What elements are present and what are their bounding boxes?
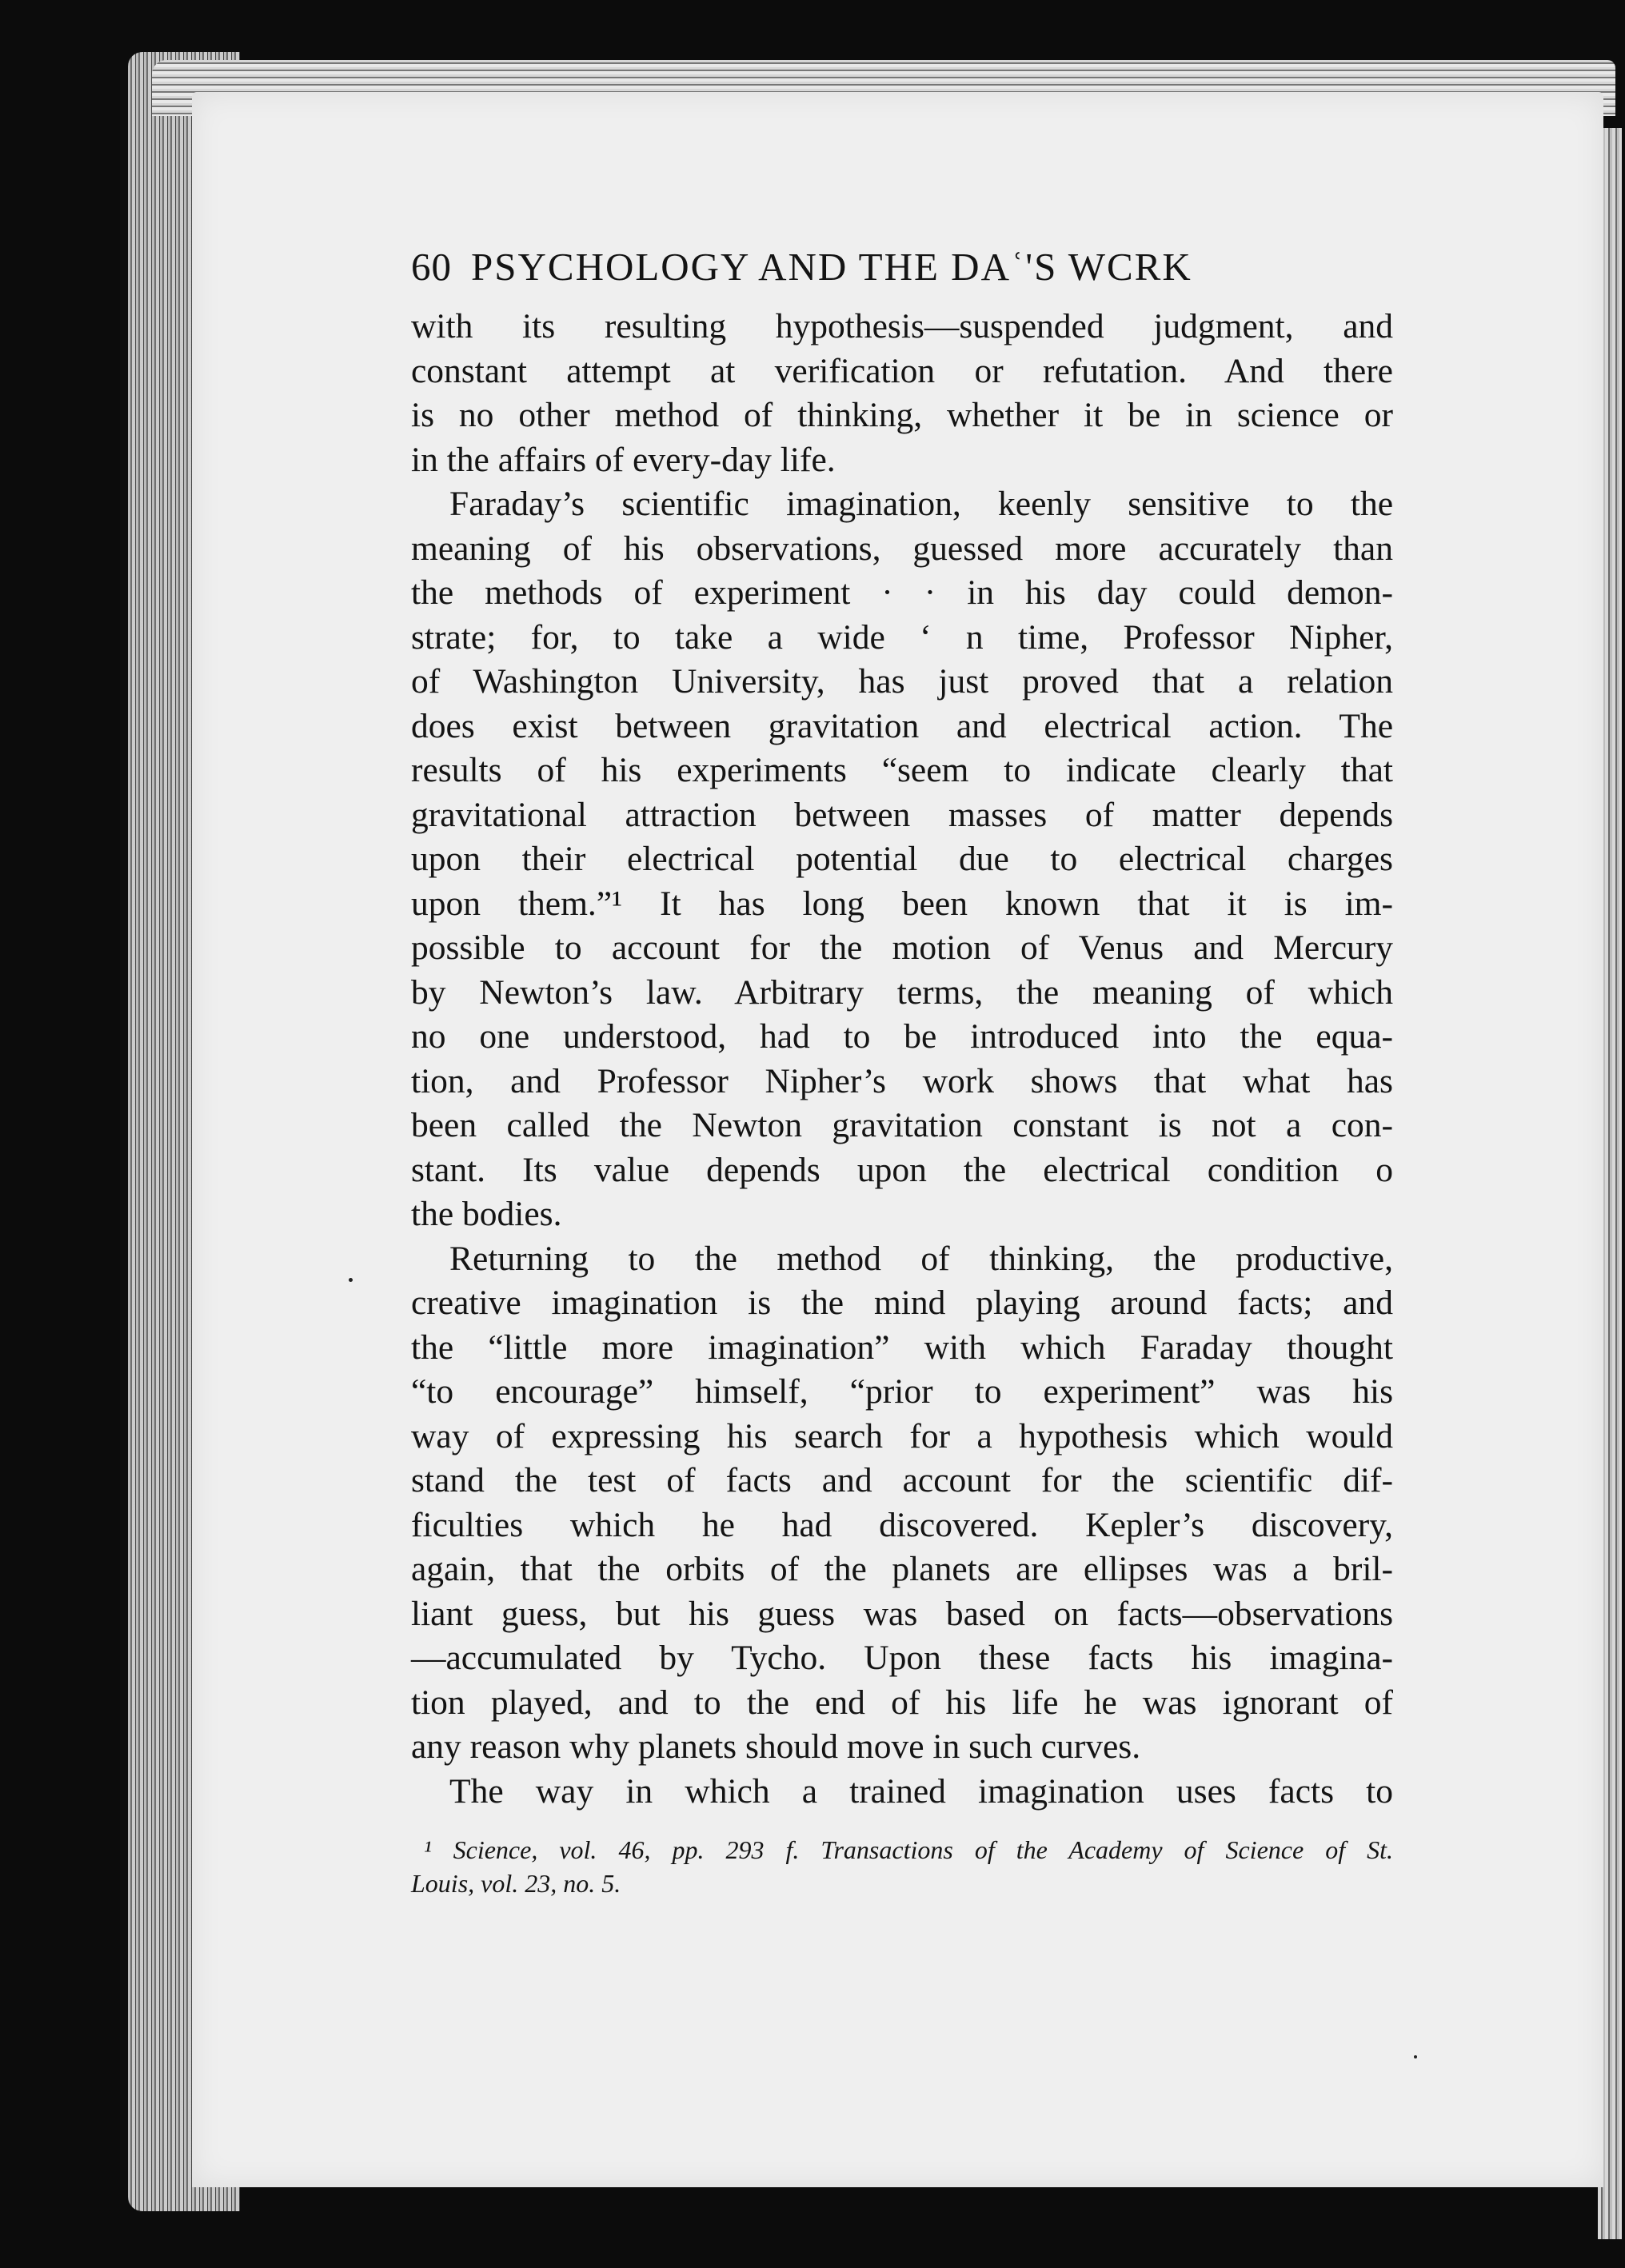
running-title: PSYCHOLOGY AND THE DAʿ'S WCRK [471,245,1192,289]
body-line: Faraday’s scientific imagination, keenly sensitive to the [449,485,1393,523]
body-line: been called the Newton gravitation constant is not a con- [411,1106,1393,1144]
body-line: upon them.”¹ It has long been known that it is im- [411,884,1393,923]
body-line: ficulties which he had discovered. Kepler’s discovery, [411,1505,1393,1544]
running-header [411,244,1393,300]
body-line: is no other method of thinking, whether it be in science or [411,396,1393,434]
body-line: no one understood, had to be introduced into the equa- [411,1017,1393,1056]
footnote-line: Louis, vol. 23, no. 5. [411,1869,621,1898]
body-line: with its resulting hypothesis—suspended judgment, and [411,307,1393,345]
footnote-line: ¹ Science, vol. 46, pp. 293 f. Transactions of the Academy of Science of St. [424,1835,1393,1864]
ink-speck [349,1278,353,1282]
body-line: results of his experiments “seem to indicate clearly that [411,751,1393,789]
body-line: any reason why planets should move in such curves. [411,1727,1141,1766]
body-line: the methods of experiment · · in his day could demon- [411,573,1393,612]
body-line: by Newton’s law. Arbitrary terms, the meaning of which [411,972,1393,1012]
body-line: stant. Its value depends upon the electrical condition o [411,1150,1393,1189]
body-line: tion played, and to the end of his life he was ignorant of [411,1683,1393,1722]
body-line: creative imagination is the mind playing around facts; and [411,1284,1393,1322]
body-line: way of expressing his search for a hypothesis which would [411,1416,1393,1455]
body-line: the bodies. [411,1195,562,1233]
body-line: Returning to the method of thinking, the productive, [449,1239,1393,1278]
body-line: upon their electrical potential due to electrical charges [411,840,1393,878]
body-text [411,305,1393,1814]
page-number: 60 [411,245,452,289]
body-line: constant attempt at verification or refutation. And there [411,351,1393,390]
body-line: gravitational attraction between masses of matter depends [411,795,1393,834]
body-line: does exist between gravitation and electrical action. The [411,706,1393,745]
ink-speck [1414,2055,1417,2058]
body-line: possible to account for the motion of Venus and Mercury [411,928,1393,967]
body-line: “to encourage” himself, “prior to experiment” was his [411,1372,1393,1411]
body-line: liant guess, but his guess was based on facts—observations [411,1594,1393,1633]
page-text-block [411,244,1393,1900]
body-line: The way in which a trained imagination uses facts to [449,1771,1393,1811]
body-line: tion, and Professor Nipher’s work shows that what has [411,1061,1393,1100]
body-line: stand the test of facts and account for the scientific dif- [411,1461,1393,1499]
footnote [411,1833,1393,1900]
body-line: the “little more imagination” with which Faraday thought [411,1328,1393,1367]
body-line: again, that the orbits of the planets are ellipses was a bril- [411,1550,1393,1588]
body-line: meaning of his observations, guessed more accurately than [411,529,1393,568]
body-line: in the affairs of every-day life. [411,440,836,479]
body-line: strate; for, to take a wide ʻ n time, Professor Nipher, [411,617,1393,657]
body-line: —accumulated by Tycho. Upon these facts his imagina- [411,1639,1393,1677]
body-line: of Washington University, has just proved that a relation [411,662,1393,701]
